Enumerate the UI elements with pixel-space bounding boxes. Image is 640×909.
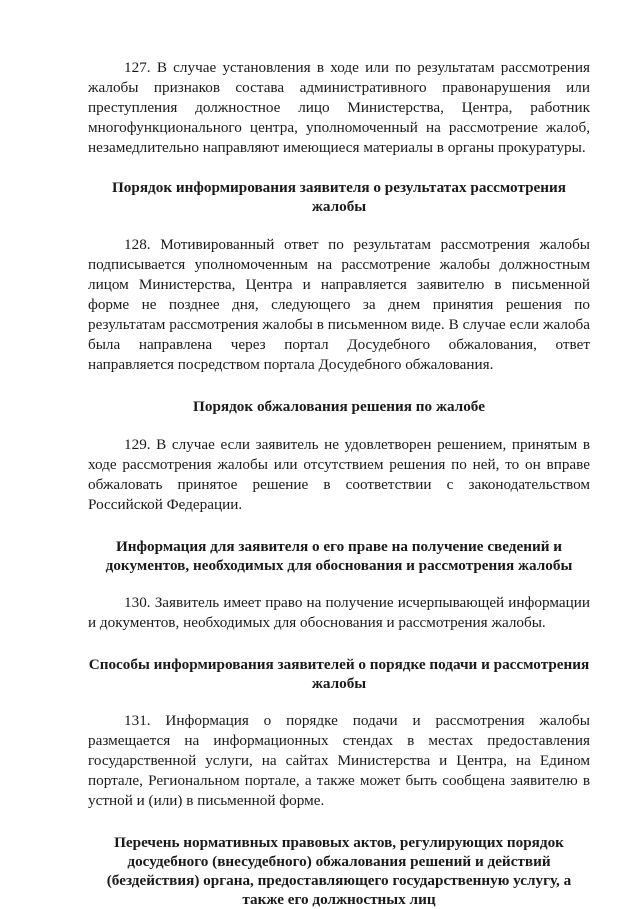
paragraph-127: 127. В случае установления в ходе или по результатам рассмотрения жалобы признаков состава административного правонарушения или преступления должностное лицо Министерства, Центра, работник многофункционального центра, уполномоченный на рассмотрение жалоб, незамедлительно направляют имеющиеся материалы в органы прокуратуры.: [88, 59, 590, 156]
paragraph-129: 129. В случае если заявитель не удовлетворен решением, принятым в ходе рассмотрения жалобы или отсутствием решения по ней, то он вправе обжаловать принятое решение в соответствии с законодательством Российской Федерации.: [88, 436, 590, 513]
paragraph-131: 131. Информация о порядке подачи и рассмотрения жалобы размещается на информационных стендах в местах предоставления государственной услуги, на сайтах Министерства и Центра, на Едином портале, Региональном портале, а также может быть сообщена заявителю в устной и (или) в письменной форме.: [88, 712, 590, 809]
heading-appeal-procedure: Порядок обжалования решения по жалобе: [193, 398, 485, 415]
paragraph-130: 130. Заявитель имеет право на получение исчерпывающей информации и документов, необходимых для обоснования и рассмотрения жалобы.: [88, 594, 590, 631]
paragraph-128: 128. Мотивированный ответ по результатам рассмотрения жалобы подписывается уполномоченным на рассмотрение жалобы должностным лицом Министерства, Центра и направляется заявителю в письменной форме не позднее дня, следующего за днем принятия решения по результатам рассмотрения жалобы в письменном виде. В случае если жалоба была направлена через портал Досудебного обжалования, ответ направляется посредством портала Досудебного обжалования.: [88, 236, 590, 373]
heading-legal-acts-list: Перечень нормативных правовых актов, регулирующих порядок досудебного (внесудебного) обжалования решений и действий (бездействия) органа, предоставляющего государственную услугу, а также его должностных лиц: [106, 834, 572, 908]
heading-informing-results: Порядок информирования заявителя о результатах рассмотрения жалобы: [111, 179, 567, 215]
heading-right-to-information: Информация для заявителя о его праве на получение сведений и документов, необходимых для обоснования и рассмотрения жалобы: [105, 538, 573, 574]
heading-informing-methods: Способы информирования заявителей о порядке подачи и рассмотрения жалобы: [88, 656, 590, 692]
